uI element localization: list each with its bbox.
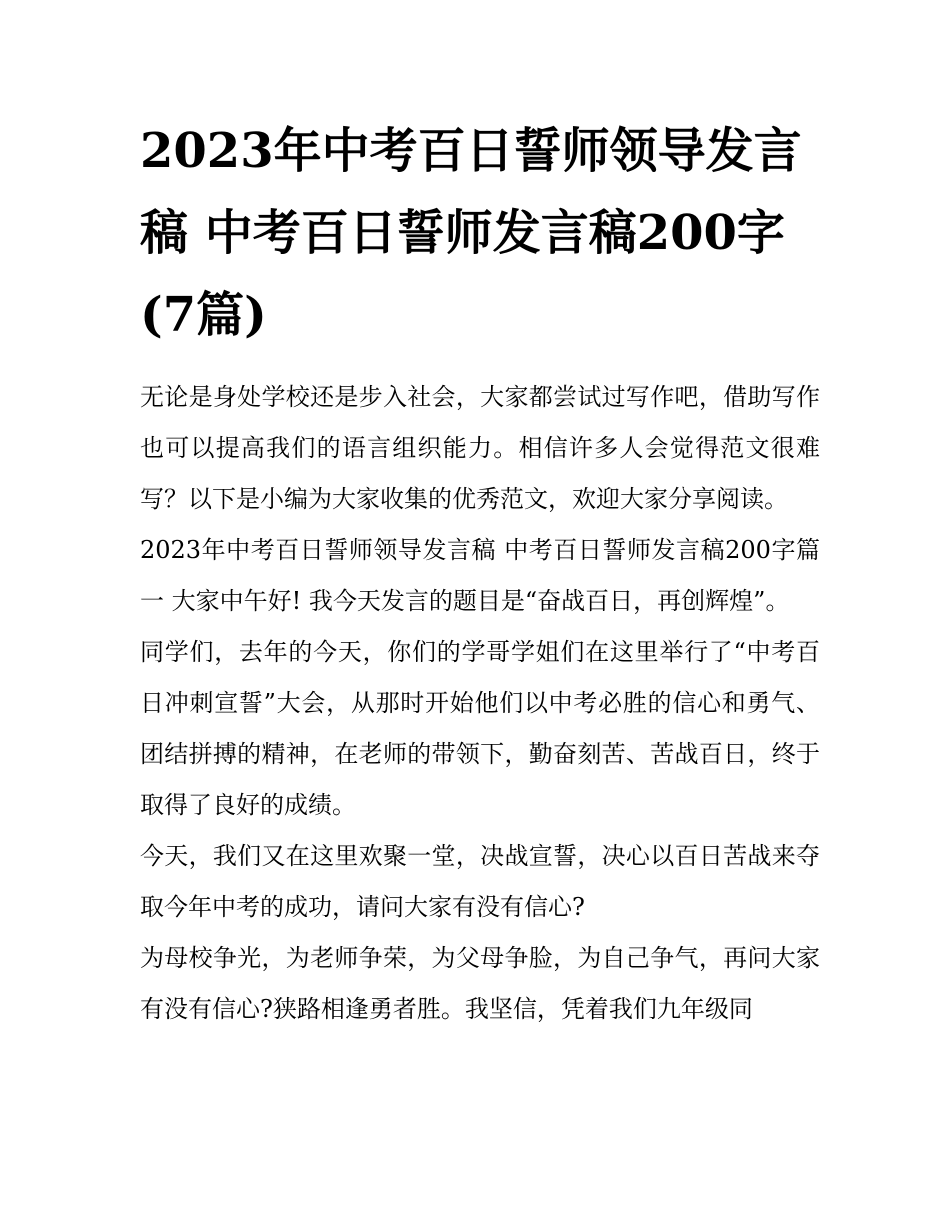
paragraph-today: 今天，我们又在这里欢聚一堂，决战宣誓，决心以百日苦战来夺取今年中考的成功，请问大家有没有信心?: [140, 842, 820, 921]
document-body: [140, 110, 820, 1035]
paragraph-intro: 无论是身处学校还是步入社会，大家都尝试过写作吧，借助写作也可以提高我们的语言组织能力。相信许多人会觉得范文很难写？以下是小编为大家收集的优秀范文，欢迎大家分享阅读。: [140, 383, 820, 513]
paragraph-last-year: 同学们，去年的今天，你们的学哥学姐们在这里举行了“中考百日冲刺宣誓”大会，从那时开始他们以中考必胜的信心和勇气、团结拼搏的精神，在老师的带领下，勤奋刻苦、苦战百日，终于取得了良好的成绩。: [140, 638, 820, 819]
paragraph-section-one-heading: 2023年中考百日誓师领导发言稿 中考百日誓师发言稿200字篇一 大家中午好! 我今天发言的题目是“奋战百日，再创辉煌”。: [140, 536, 820, 615]
paragraph-confidence: 为母校争光，为老师争荣，为父母争脸，为自己争气，再问大家有没有信心?狭路相逢勇者胜。我坚信，凭着我们九年级同: [140, 944, 820, 1023]
document-title: 2023年中考百日誓师领导发言稿 中考百日誓师发言稿200字(7篇): [140, 123, 802, 343]
